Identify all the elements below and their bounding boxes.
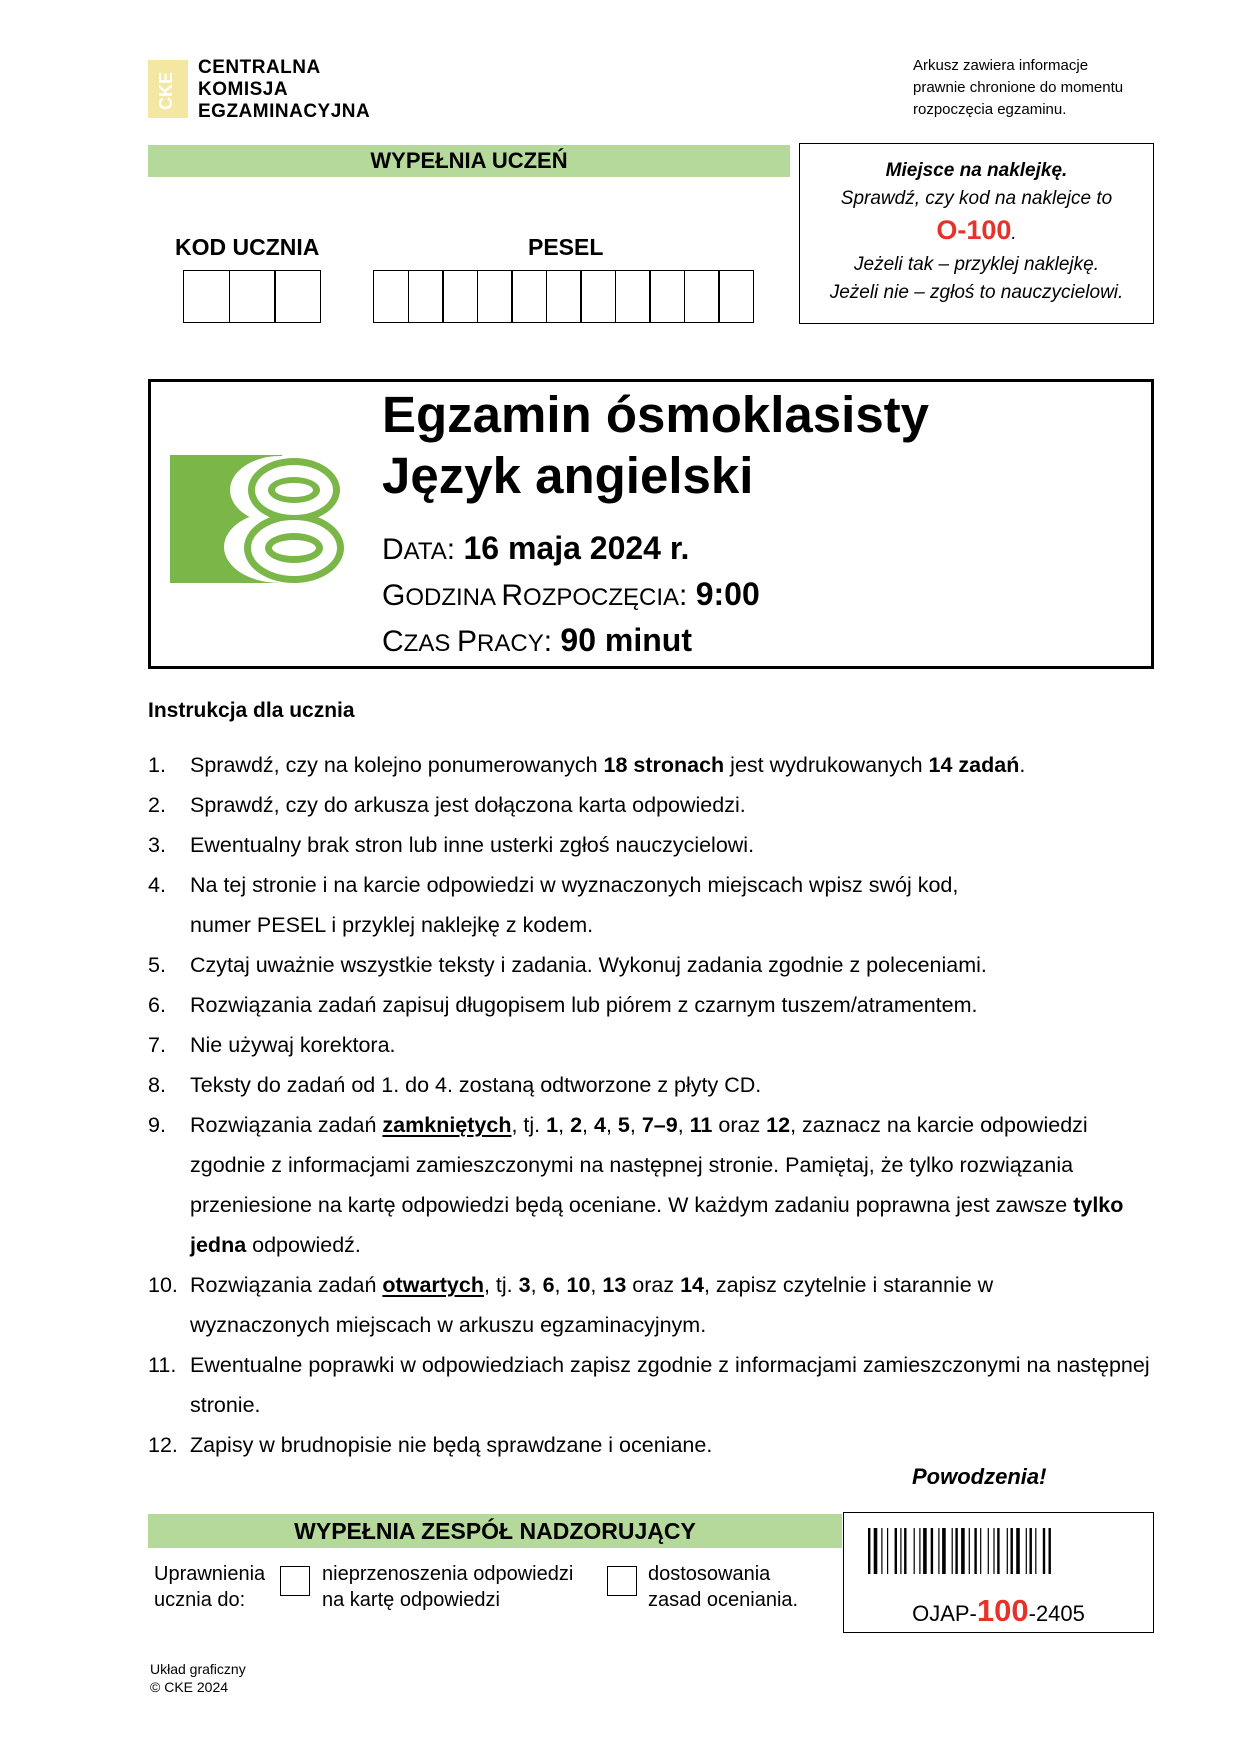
t9n6: 11	[689, 1113, 713, 1137]
t10s1: ,	[530, 1273, 543, 1297]
item-number: 2.	[148, 793, 166, 817]
t10n1: 3	[518, 1273, 531, 1297]
barcode-bar	[980, 1528, 981, 1574]
t1d: 14 zadań	[928, 753, 1020, 777]
barcode-bar	[895, 1528, 897, 1574]
barcode-bar	[887, 1528, 888, 1574]
option2-line-1: dostosowania	[648, 1563, 771, 1585]
exam-start-value: 9:00	[695, 576, 760, 612]
t1c: jest wydrukowanych	[724, 753, 929, 777]
list-item	[148, 745, 1158, 785]
pesel-box[interactable]	[718, 270, 754, 323]
barcode-bar	[868, 1528, 870, 1574]
student-section-header: WYPEŁNIA UCZEŃ	[148, 145, 790, 177]
t10b: otwartych	[382, 1273, 484, 1297]
barcode-bar	[997, 1528, 999, 1574]
option1-line-2: na kartę odpowiedzi	[322, 1589, 500, 1611]
item-text: Nie używaj korektora.	[190, 1033, 396, 1057]
t10n4: 13	[602, 1273, 627, 1297]
t10s3: ,	[590, 1273, 603, 1297]
cke-logo-mark	[148, 60, 188, 118]
barcode-bar	[900, 1528, 901, 1574]
t9n7: 12	[766, 1113, 791, 1137]
sticker-yes-text: Jeżeli tak – przyklej naklejkę.	[854, 254, 1099, 275]
barcode-bar	[969, 1528, 970, 1574]
t10a: Rozwiązania zadań	[190, 1273, 383, 1297]
permissions-label-line-1: Uprawnienia	[154, 1563, 266, 1585]
time-label-cap1: C	[382, 625, 404, 658]
start-label-cap2: R	[501, 579, 524, 612]
pesel-box[interactable]	[477, 270, 513, 323]
start-label-rest2: OZPOCZĘCIA	[523, 584, 680, 611]
barcode-bar	[993, 1528, 994, 1574]
kod-box[interactable]	[274, 270, 321, 323]
barcode-bar	[1035, 1528, 1036, 1574]
item-text: Czytaj uważnie wszystkie teksty i zadania. Wykonuj zadania zgodnie z poleceniami.	[190, 953, 987, 977]
footer	[150, 1660, 246, 1696]
barcode-bar	[974, 1528, 976, 1574]
list-item	[148, 1345, 1158, 1425]
pesel-box[interactable]	[442, 270, 478, 323]
exam-title: Egzamin ósmoklasisty	[382, 386, 930, 443]
exam-date-value: 16 maja 2024 r.	[463, 530, 690, 566]
item-number: 5.	[148, 953, 166, 977]
start-label-rest1: ODZINA	[405, 584, 502, 611]
pesel-box[interactable]	[408, 270, 444, 323]
barcode-bar	[1043, 1528, 1045, 1574]
kod-box[interactable]	[229, 270, 276, 323]
t9n3: 4	[593, 1113, 606, 1137]
barcode-graphic	[868, 1528, 1128, 1574]
pesel-box[interactable]	[546, 270, 582, 323]
barcode-bar	[923, 1528, 927, 1574]
time-label-rest2: RACY	[477, 630, 544, 657]
kod-ucznia-input[interactable]	[183, 270, 320, 323]
cke-logo-name	[198, 57, 370, 123]
t10c: , tj.	[483, 1273, 519, 1297]
sticker-check-text: Sprawdź, czy kod na naklejce to	[840, 188, 1113, 209]
adjusted-grading-checkbox[interactable]	[607, 1566, 637, 1596]
pesel-label: PESEL	[528, 234, 604, 260]
barcode-bar	[942, 1528, 946, 1574]
t9n1: 1	[546, 1113, 559, 1137]
instructions-list	[148, 745, 1158, 1465]
pesel-box[interactable]	[684, 270, 720, 323]
t10n2: 6	[542, 1273, 555, 1297]
sticker-area[interactable]	[799, 143, 1154, 324]
barcode-bar	[955, 1528, 957, 1574]
cke-name-line-1: CENTRALNA	[198, 57, 321, 78]
barcode-code	[843, 1593, 1154, 1629]
time-label-rest1: ZAS	[403, 630, 458, 657]
list-item	[148, 1105, 1168, 1265]
t1e: .	[1019, 753, 1026, 777]
barcode-suffix: -2405	[1028, 1601, 1085, 1626]
item-text: Na tej stronie i na karcie odpowiedzi w wyznaczonych miejscach wpisz swój kod, numer PESEL i przyklej naklejkę z kodem.	[190, 873, 959, 937]
item-number: 3.	[148, 833, 166, 857]
item-number: 1.	[148, 753, 166, 777]
t9n4: 5	[617, 1113, 630, 1137]
barcode-bar	[1030, 1528, 1032, 1574]
item-text: Sprawdź, czy do arkusza jest dołączona karta odpowiedzi.	[190, 793, 746, 817]
e8-logo	[170, 455, 348, 583]
barcode-bar	[1011, 1528, 1013, 1574]
item-text: Zapisy w brudnopisie nie będą sprawdzane i oceniane.	[190, 1433, 713, 1457]
list-item	[148, 785, 1158, 825]
barcode-bar	[881, 1528, 882, 1574]
t1b: 18 stronach	[603, 753, 725, 777]
barcode-bar	[931, 1528, 933, 1574]
t9s4: ,	[629, 1113, 642, 1137]
item-text	[190, 745, 1158, 785]
barcode-bar	[952, 1528, 953, 1574]
t10s4: oraz	[626, 1273, 681, 1297]
closing-text: Powodzenia!	[912, 1464, 1047, 1489]
t9c: , tj.	[511, 1113, 547, 1137]
t10d: , zapisz czytelnie i starannie w wyznaczonych miejscach w arkuszu egzaminacyjnym.	[190, 1273, 994, 1337]
cke-name-line-3: EGZAMINACYJNA	[198, 101, 371, 122]
list-item	[148, 865, 988, 945]
item-text: Rozwiązania zadań zapisuj długopisem lub piórem z czarnym tuszem/atramentem.	[190, 993, 978, 1017]
pesel-box[interactable]	[511, 270, 547, 323]
kod-ucznia-label: KOD UCZNIA	[175, 234, 320, 260]
barcode-middle: 100	[976, 1593, 1029, 1628]
t9b: zamkniętych	[382, 1113, 512, 1137]
legal-line-3: rozpoczęcia egzaminu.	[913, 101, 1067, 118]
option1-line-1: nieprzenoszenia odpowiedzi	[322, 1563, 574, 1585]
list-item	[148, 1065, 1158, 1105]
pesel-box[interactable]	[615, 270, 651, 323]
barcode-bar	[904, 1528, 906, 1574]
barcode-bar	[988, 1528, 989, 1574]
t1a: Sprawdź, czy na kolejno ponumerowanych	[190, 753, 604, 777]
legal-line-1: Arkusz zawiera informacje	[913, 57, 1089, 74]
item-text: Ewentualne poprawki w odpowiedziach zapisz zgodnie z informacjami zamieszczonymi na następnej stronie.	[190, 1353, 1150, 1417]
barcode-bar	[874, 1528, 878, 1574]
pesel-box[interactable]	[649, 270, 685, 323]
pesel-box[interactable]	[580, 270, 616, 323]
time-colon: :	[543, 625, 561, 658]
sticker-heading: Miejsce na naklejkę.	[885, 160, 1068, 181]
exam-time-value: 90 minut	[560, 622, 692, 658]
barcode-bar	[1049, 1528, 1051, 1574]
barcode-bar	[1026, 1528, 1027, 1574]
t9n2: 2	[570, 1113, 583, 1137]
t9s3: ,	[605, 1113, 618, 1137]
item-text: Teksty do zadań od 1. do 4. zostaną odtworzone z płyty CD.	[190, 1073, 762, 1097]
adjusted-grading-option-label	[648, 1561, 798, 1613]
item-number: 11.	[148, 1353, 177, 1377]
exam-date-row	[382, 530, 689, 567]
barcode-bar	[1016, 1528, 1020, 1574]
t9d: , zaznacz na karcie odpowiedzi zgodnie z informacjami zamieszczonymi na następnej stronie. Pamiętaj, że tylko rozwiązania przeniesione na kartę odpowiedzi będą oceniane. W każdym zadaniu poprawna jest zawsze	[190, 1113, 1088, 1217]
item-number: 10.	[148, 1273, 178, 1297]
pesel-box[interactable]	[373, 270, 409, 323]
t10s2: ,	[554, 1273, 567, 1297]
cke-logo-letters: CKE	[156, 72, 176, 111]
permissions-label	[154, 1561, 265, 1613]
item-number: 7.	[148, 1033, 166, 1057]
kod-box[interactable]	[183, 270, 230, 323]
t10n3: 10	[566, 1273, 591, 1297]
item-number: 4.	[148, 873, 166, 897]
legal-notice	[913, 55, 1163, 121]
list-item	[148, 985, 1158, 1025]
pesel-input[interactable]	[373, 270, 753, 323]
barcode-bar	[1007, 1528, 1008, 1574]
item-text	[190, 1265, 1078, 1345]
footer-line-1: Układ graficzny	[150, 1661, 246, 1677]
barcode-bar	[961, 1528, 965, 1574]
legal-line-2: prawnie chronione do momentu	[913, 79, 1124, 96]
item-text: Ewentualny brak stron lub inne usterki zgłoś nauczycielowi.	[190, 833, 755, 857]
footer-line-2: © CKE 2024	[150, 1679, 229, 1695]
list-item	[148, 1025, 1158, 1065]
t9n5: 7–9	[641, 1113, 678, 1137]
t9a: Rozwiązania zadań	[190, 1113, 383, 1137]
t9s6: oraz	[712, 1113, 767, 1137]
t9f: odpowiedź.	[246, 1233, 361, 1257]
barcode-prefix: OJAP-	[912, 1601, 977, 1626]
permissions-label-line-2: ucznia do:	[154, 1589, 246, 1611]
barcode-bar	[919, 1528, 920, 1574]
start-colon: :	[679, 579, 696, 612]
time-label-cap2: P	[457, 625, 478, 658]
t9s1: ,	[558, 1113, 571, 1137]
option2-line-2: zasad oceniania.	[648, 1589, 799, 1611]
item-number: 9.	[148, 1113, 166, 1137]
date-label-rest: ATA	[403, 538, 447, 565]
exam-start-row	[382, 576, 760, 613]
item-number: 12.	[148, 1433, 178, 1457]
list-item	[148, 1265, 1078, 1345]
sticker-no-text: Jeżeli nie – zgłoś to nauczycielowi.	[829, 282, 1124, 303]
exam-time-row	[382, 622, 692, 659]
start-label-cap1: G	[382, 579, 406, 612]
t9e: tylko jedna	[190, 1193, 1124, 1257]
date-colon: :	[446, 533, 464, 566]
exam-subject: Język angielski	[382, 447, 754, 504]
item-text	[190, 1105, 1168, 1265]
proctor-section-header: WYPEŁNIA ZESPÓŁ NADZORUJĄCY	[148, 1514, 842, 1548]
cke-name-line-2: KOMISJA	[198, 79, 289, 100]
t9s5: ,	[677, 1113, 690, 1137]
item-number: 6.	[148, 993, 166, 1017]
list-item	[148, 945, 1158, 985]
list-item	[148, 825, 1158, 865]
sticker-code: O-100	[936, 215, 1012, 245]
barcode-bar	[914, 1528, 915, 1574]
sticker-code-suffix: .	[1011, 223, 1017, 244]
instructions-heading: Instrukcja dla ucznia	[148, 699, 355, 722]
list-item	[148, 1425, 1158, 1465]
item-number: 8.	[148, 1073, 166, 1097]
t10n5: 14	[680, 1273, 704, 1297]
date-label-cap: D	[382, 533, 404, 566]
t9s2: ,	[582, 1113, 594, 1137]
no-transfer-option-label	[322, 1561, 573, 1613]
no-transfer-checkbox[interactable]	[280, 1566, 310, 1596]
barcode-bar	[938, 1528, 939, 1574]
